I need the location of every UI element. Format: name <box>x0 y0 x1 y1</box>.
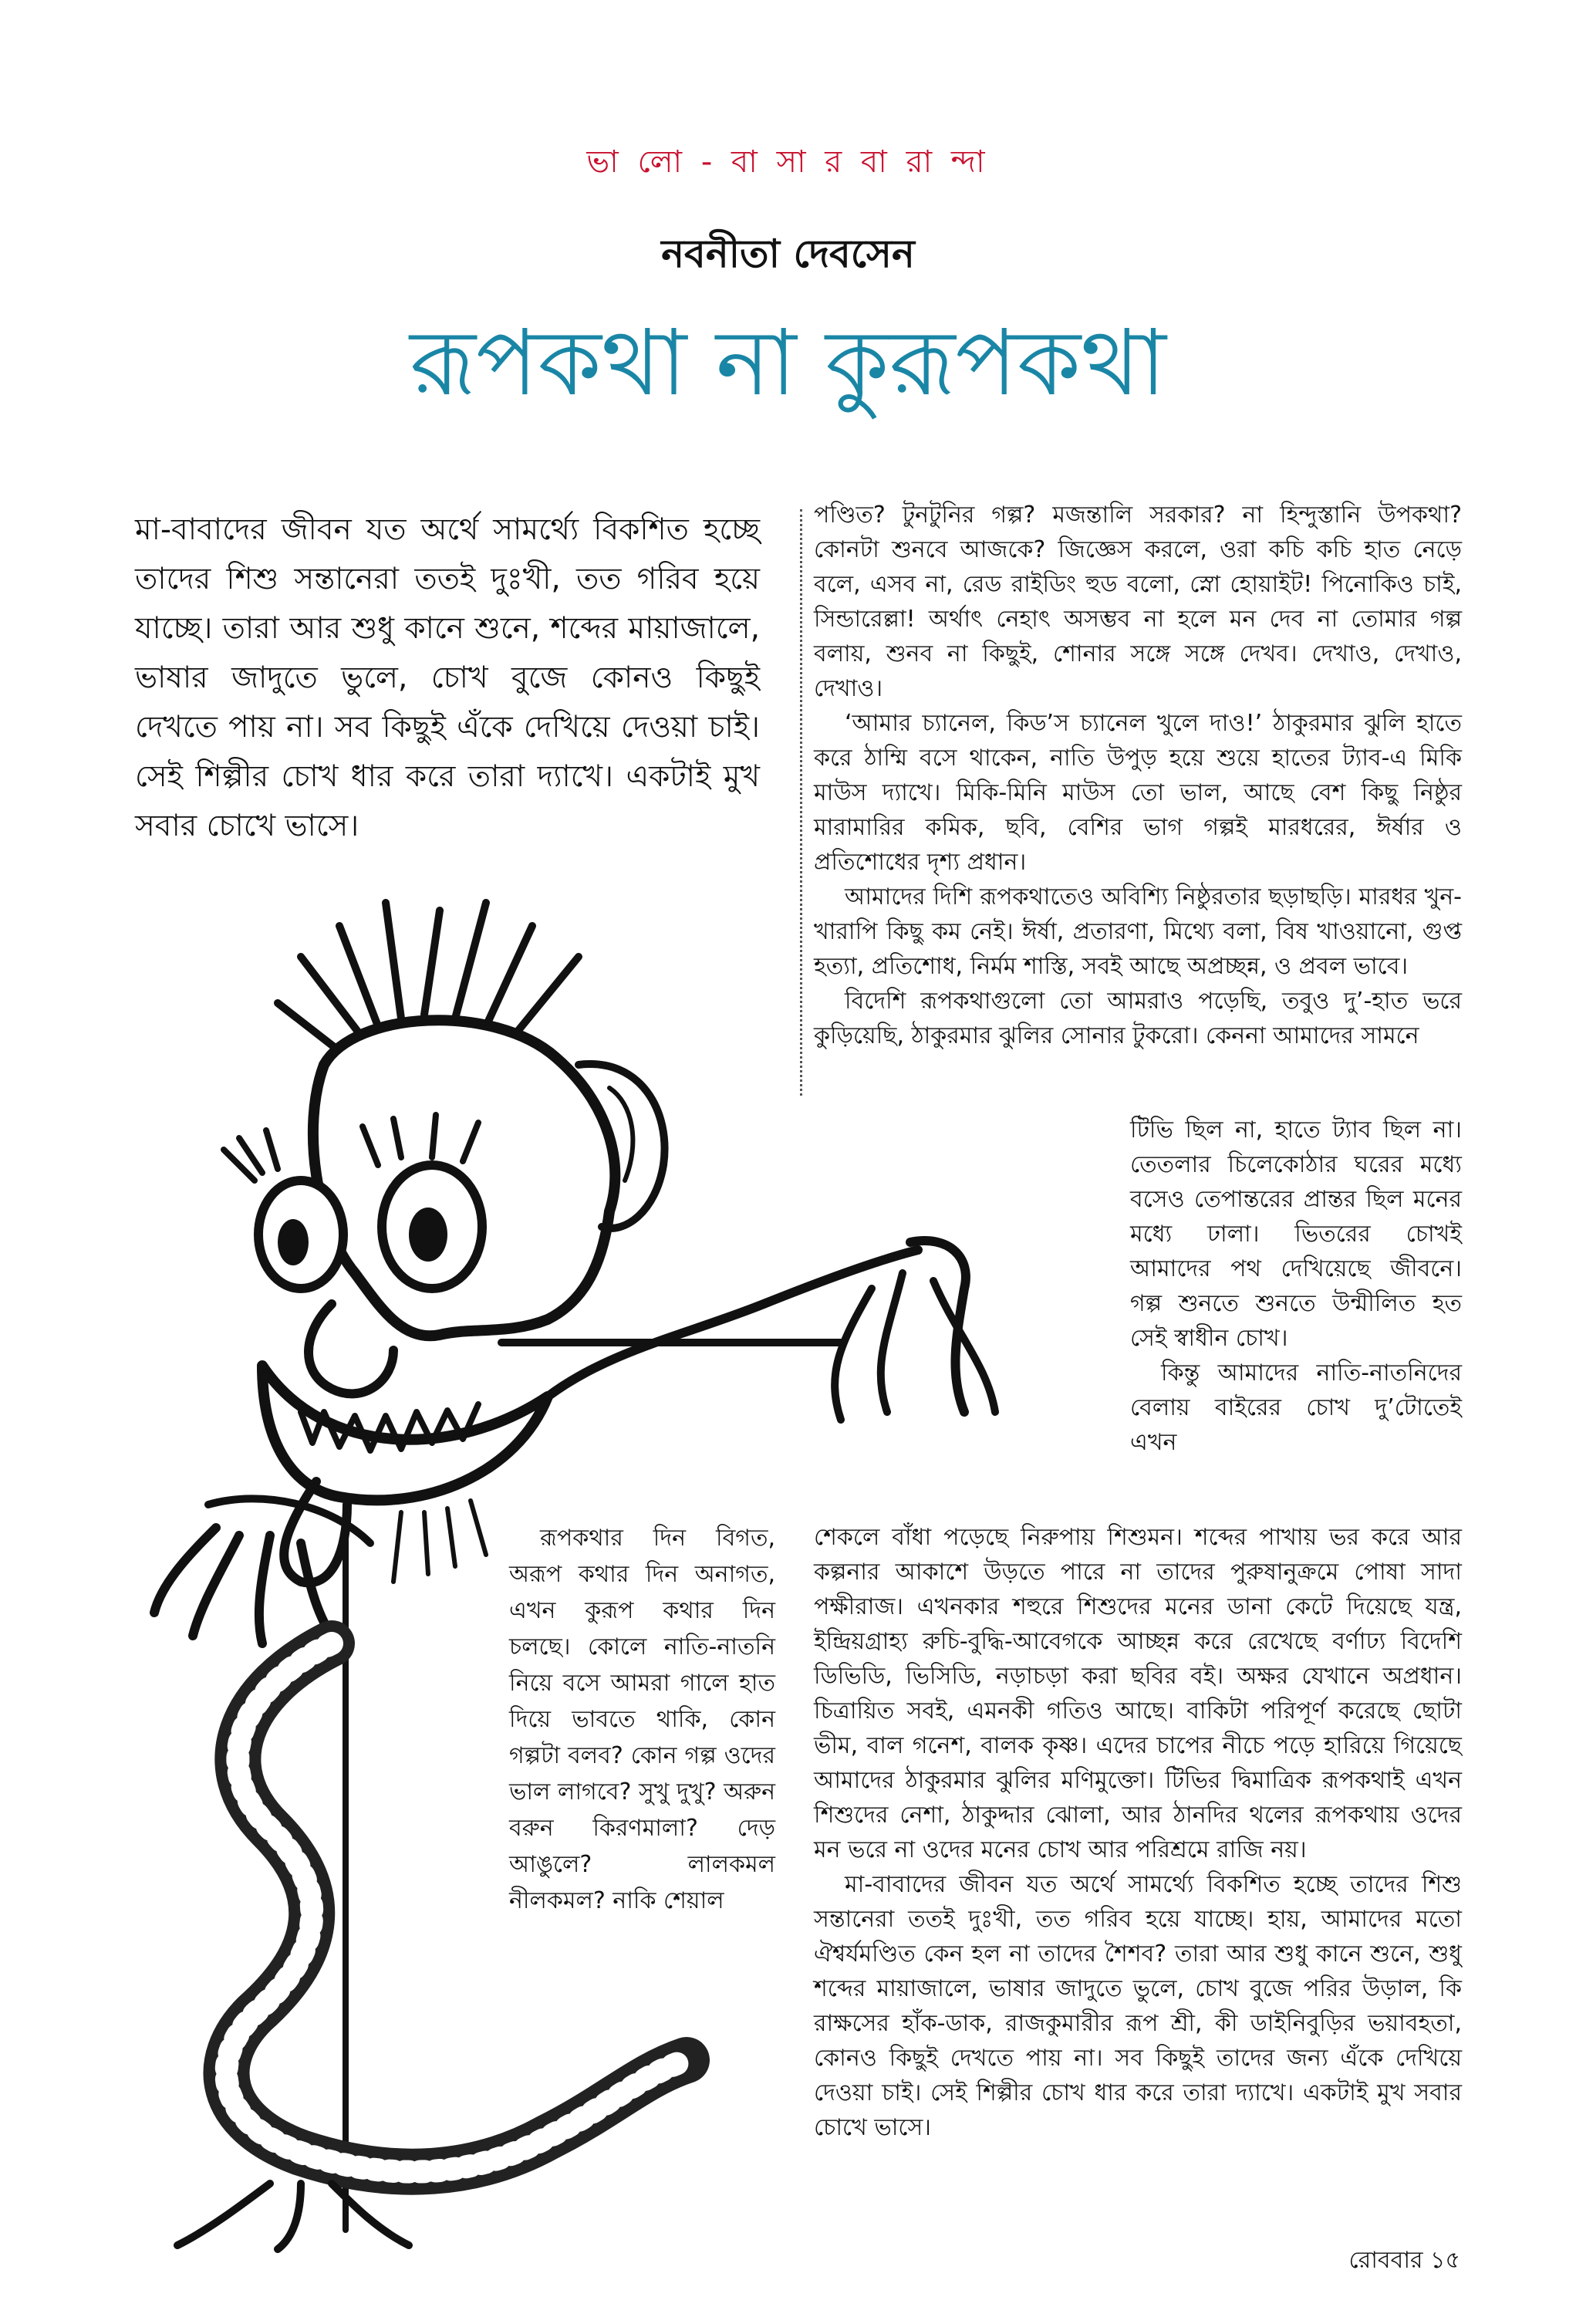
paragraph: মা-বাবাদের জীবন যত অর্থে সামর্থ্যে বিকশিত হচ্ছে তাদের শিশু সন্তানেরা ততই দুঃখী, তত গরিব হয়ে যাচ্ছে। হায়, আমাদের মতো ঐশ্বর্যমণ্ডিত কেন হল না তাদের শৈশব? তারা আর শুধু কানে শুনে, শুধু শব্দের মায়াজালে, ভাষার জাদুতে ভুলে, চোখ বুজে পরির উড়াল, কি রাক্ষসের হাঁক-ডাক, রাজকুমারীর রূপ শ্রী, কী ডাইনিবুড়ির ভয়াবহতা, কোনও কিছুই দেখতে পায় না। সব কিছুই তাদের জন্য এঁকে দেখিয়ে দেওয়া চাই। সেই শিল্পীর চোখ ধার করে তারা দ্যাখে। একটাই মুখ সবার চোখে ভাসে। <box>814 1871 1462 2141</box>
paragraph: আমাদের দিশি রূপকথাতেও অবিশ্যি নিষ্ঠুরতার ছড়াছড়ি। মারধর খুন-খারাপি কিছু কম নেই। ঈর্ষা, প্রতারণা, মিথ্যে বলা, বিষ খাওয়ানো, গুপ্ত হত্যা, প্রতিশোধ, নির্মম শাস্তি, সবই আছে অপ্রচ্ছন্ন, ও প্রবল ভাবে। <box>814 883 1462 980</box>
article-title: রূপকথা না কুরূপকথা <box>410 309 1166 416</box>
paragraph: রূপকথার দিন বিগত, অরূপ কথার দিন অনাগত, এখন কুরূপ কথার দিন চলছে। কোলে নাতি-নাতনি নিয়ে বসে আমরা গালে হাত দিয়ে ভাবতে থাকি, কোন গল্পটা বলব? কোন গল্প ওদের ভাল লাগবে? সুখু দুখু? অরুন বরুন কিরণমালা? দেড় আঙুলে? লালকমল নীলকমল? নাকি শেয়াল <box>509 1525 775 1914</box>
paragraph: পণ্ডিত? টুনটুনির গল্প? মজন্তালি সরকার? না হিন্দুস্তানি উপকথা? কোনটা শুনবে আজকে? জিজ্ঞেস করলে, ওরা কচি কচি হাত নেড়ে বলে, এসব না, রেড রাইডিং হুড বলো, স্নো হোয়াইট! পিনোকিও চাই, সিন্ডারেল্লা! অর্থাৎ নেহাৎ অসম্ভব না হলে মন দেব না তোমার গল্প বলায়, শুনব না কিছুই, শোনার সঙ্গে সঙ্গে দেখব। দেখাও, দেখাও, দেখাও। <box>814 502 1462 702</box>
right-column-narrow <box>1130 1113 1462 1460</box>
page-footer: রোববার ১৫ <box>1348 2247 1460 2274</box>
paragraph: শেকলে বাঁধা পড়েছে নিরুপায় শিশুমন। শব্দের পাখায় ভর করে আর কল্পনার আকাশে উড়তে পারে না তাদের পুরুষানুক্রমে পোষা সাদা পক্ষীরাজ। এখনকার শহুরে শিশুদের মনের ডানা কেটে দিয়েছে যন্ত্র, ইন্দ্রিয়গ্রাহ্য রুচি-বুদ্ধি-আবেগকে আচ্ছন্ন করে রেখেছে বর্ণাঢ্য বিদেশি ডিভিডি, ভিসিডি, নড়াচড়া করা ছবির বই। অক্ষর যেখানে অপ্রধান। চিত্রায়িত সবই, এমনকী গতিও আছে। বাকিটা পরিপূর্ণ করেছে ছোটা ভীম, বাল গনেশ, বালক কৃষ্ণ। এদের চাপের নীচে পড়ে হারিয়ে গিয়েছে আমাদের ঠাকুরমার ঝুলির মণিমুক্তো। টিভির দ্বিমাত্রিক রূপকথাই এখন শিশুদের নেশা, ঠাকুদ্দার ঝোলা, আর ঠানদির থলের রূপকথায় ওদের মন ভরে না ওদের মনের চোখ আর পরিশ্রমে রাজি নয়। <box>814 1524 1462 1863</box>
intro-paragraph: মা-বাবাদের জীবন যত অর্থে সামর্থ্যে বিকশিত হচ্ছে তাদের শিশু সন্তানেরা ততই দুঃখী, তত গরিব হয়ে যাচ্ছে। তারা আর শুধু কানে শুনে, শব্দের মায়াজালে, ভাষার জাদুতে ভুলে, চোখ বুজে কোনও কিছুই দেখতে পায় না। সব কিছুই এঁকে দেখিয়ে দেওয়া চাই। সেই শিল্পীর চোখ ধার করে তারা দ্যাখে। একটাই মুখ সবার চোখে ভাসে। <box>135 512 760 843</box>
paragraph: বিদেশি রূপকথাগুলো তো আমরাও পড়েছি, তবুও দু’-হাত ভরে কুড়িয়েছি, ঠাকুরমার ঝুলির সোনার টুকরো। কেননা আমাদের সামনে <box>814 988 1462 1049</box>
paragraph: কিন্তু আমাদের নাতি-নাতনিদের বেলায় বাইরের চোখ দু’টোতেই এখন <box>1130 1360 1462 1456</box>
author-name: নবনীতা দেবসেন <box>661 231 915 276</box>
paragraph: টিভি ছিল না, হাতে ট্যাব ছিল না। তেতলার চিলেকোঠার ঘরের মধ্যে বসেও তেপান্তরের প্রান্তর ছিল মনের মধ্যে ঢালা। ভিতরের চোখই আমাদের পথ দেখিয়েছে জীবনে। গল্প শুনতে শুনতে উন্মীলিত হত সেই স্বাধীন চোখ। <box>1130 1116 1462 1352</box>
section-label: ভা লো - বা সা র বা রা ন্দা <box>586 144 990 180</box>
creature-illustration <box>147 872 1134 2253</box>
paragraph: ‘আমার চ্যানেল, কিড’স চ্যানেল খুলে দাও!’ ঠাকুরমার ঝুলি হাতে করে ঠাম্মি বসে থাকেন, নাতি উপুড় হয়ে শুয়ে হাতের ট্যাব-এ মিকি মাউস দ্যাখে। মিকি-মিনি মাউস তো ভাল, আছে বেশ কিছু নিষ্ঠুর মারামারির কমিক, ছবি, বেশির ভাগ গল্পই মারধরের, ঈর্ষার ও প্রতিশোধের দৃশ্য প্রধান। <box>814 710 1462 876</box>
